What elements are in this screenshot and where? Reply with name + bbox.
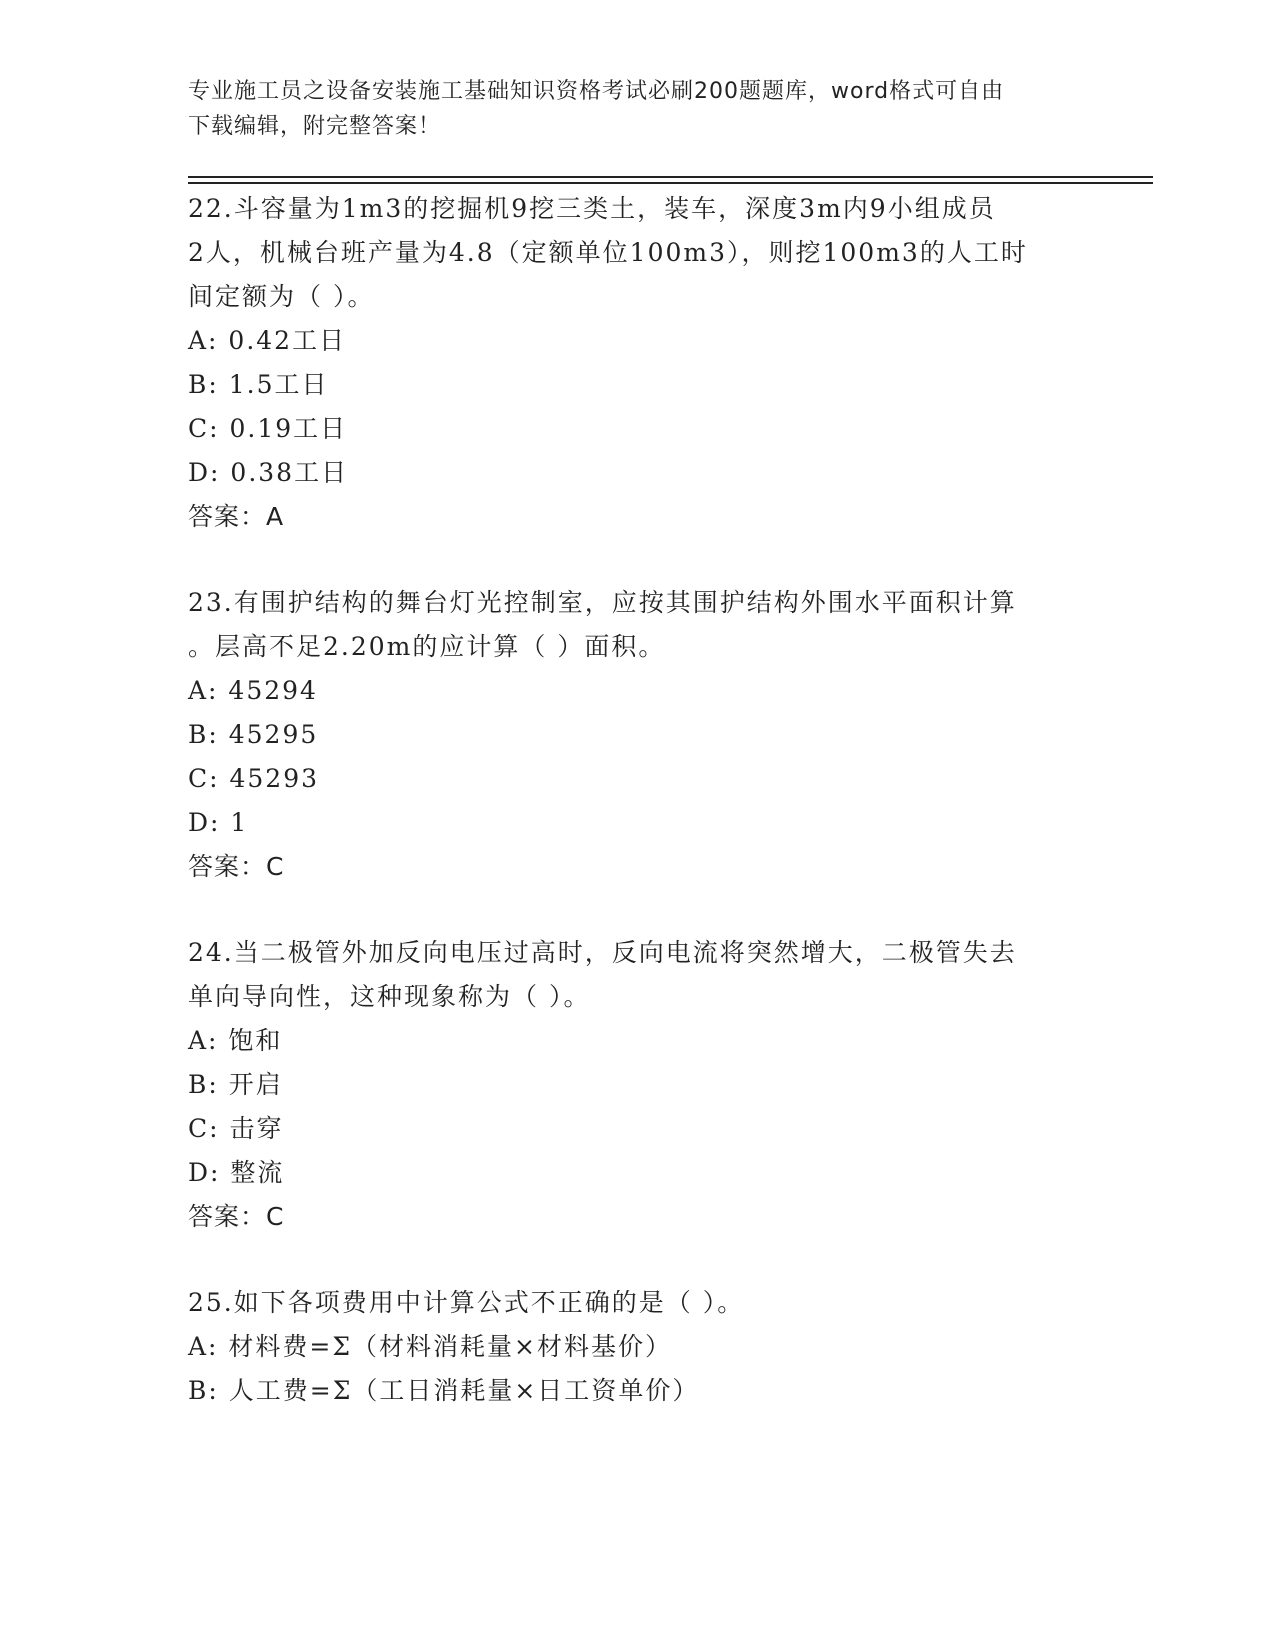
question-24-option-b: B: 开启: [188, 1070, 283, 1099]
question-24-stem-line-1: 24.当二极管外加反向电压过高时，反向电流将突然增大，二极管失去: [188, 938, 1017, 967]
header-line-1: 专业施工员之设备安装施工基础知识资格考试必刷200题题库，word格式可自由: [188, 79, 1005, 104]
question-24-option-c: C: 击穿: [188, 1114, 284, 1143]
question-23-option-c: C: 45293: [188, 764, 320, 793]
header-divider-bottom: [188, 182, 1153, 184]
question-24-answer: 答案：C: [188, 1202, 285, 1231]
question-22-stem-line-2: 2人，机械台班产量为4.8（定额单位100m3），则挖100m3的人工时: [188, 238, 1028, 267]
question-23-stem-line-1: 23.有围护结构的舞台灯光控制室，应按其围护结构外围水平面积计算: [188, 588, 1017, 617]
question-23-option-d: D: 1: [188, 808, 249, 837]
question-24-stem-line-2: 单向导向性，这种现象称为（ ）。: [188, 982, 591, 1011]
question-25-option-a: A: 材料费=Σ（材料消耗量×材料基价）: [188, 1332, 672, 1361]
document-header: [188, 74, 1068, 144]
question-25-option-b: B: 人工费=Σ（工日消耗量×日工资单价）: [188, 1376, 700, 1405]
question-24-option-d: D: 整流: [188, 1158, 285, 1187]
question-22-option-d: D: 0.38工日: [188, 458, 349, 487]
header-divider-top: [188, 176, 1153, 178]
question-23-stem-line-2: 。层高不足2.20m的应计算（ ）面积。: [188, 632, 666, 661]
header-line-2: 下载编辑，附完整答案！: [188, 114, 442, 139]
question-22-option-a: A: 0.42工日: [188, 326, 347, 355]
question-23-option-a: A: 45294: [188, 676, 318, 705]
question-25-stem-line-1: 25.如下各项费用中计算公式不正确的是（ ）。: [188, 1288, 745, 1317]
question-22-option-c: C: 0.19工日: [188, 414, 348, 443]
question-23-answer: 答案：C: [188, 852, 285, 881]
question-22-answer: 答案：A: [188, 502, 285, 531]
question-23-option-b: B: 45295: [188, 720, 319, 749]
question-22-option-b: B: 1.5工日: [188, 370, 329, 399]
question-24-option-a: A: 饱和: [188, 1026, 283, 1055]
question-22-stem-line-3: 间定额为（ ）。: [188, 282, 375, 311]
question-22-stem-line-1: 22.斗容量为1m3的挖掘机9挖三类土，装车，深度3m内9小组成员: [188, 194, 996, 223]
